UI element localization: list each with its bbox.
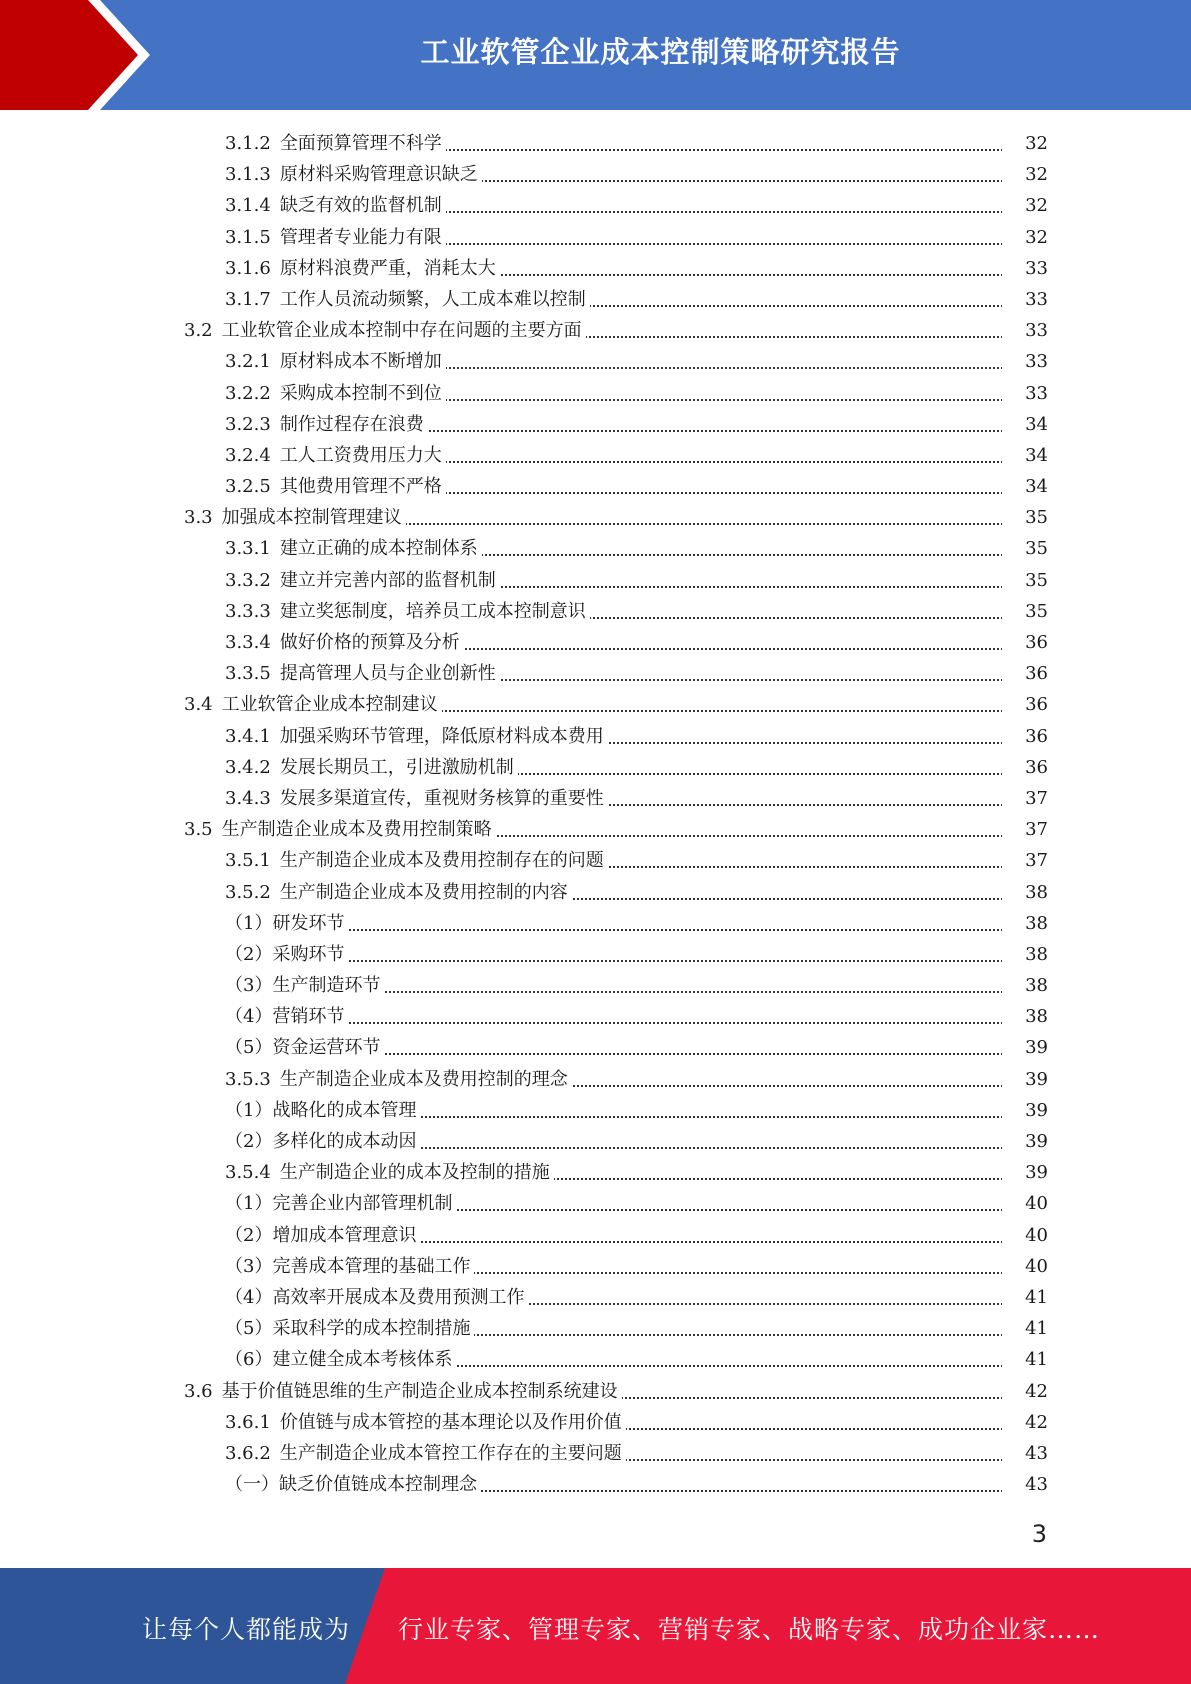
toc-entry-label xyxy=(184,689,442,720)
toc-entry[interactable] xyxy=(0,1376,1191,1407)
toc-entry[interactable] xyxy=(0,845,1191,876)
toc-entry[interactable] xyxy=(0,253,1191,284)
toc-entry-number: 3.2.1 xyxy=(225,351,271,373)
toc-entry-text: 工作人员流动频繁，人工成本难以控制 xyxy=(279,288,586,310)
toc-entry-number: 3.3.4 xyxy=(225,632,271,653)
toc-entry-label xyxy=(225,222,446,253)
toc-entry-label xyxy=(225,1157,554,1188)
toc-entry-number: 3.5.1 xyxy=(225,850,271,872)
toc-entry[interactable] xyxy=(0,1188,1191,1219)
toc-entry[interactable] xyxy=(0,284,1191,315)
toc-entry[interactable] xyxy=(0,471,1191,502)
toc-entry[interactable] xyxy=(0,315,1191,346)
toc-entry-label xyxy=(225,908,348,939)
toc-entry-page: 36 xyxy=(1002,721,1048,752)
toc-entry-text: 缺乏有效的监督机制 xyxy=(279,195,442,217)
toc-entry-text: 生产制造企业成本及费用控制的理念 xyxy=(279,1068,568,1090)
toc-entry-number: 3.4.2 xyxy=(225,756,271,778)
toc-entry-text: 原材料采购管理意识缺乏 xyxy=(279,164,478,186)
toc-entry-page: 33 xyxy=(1002,346,1048,377)
toc-entry[interactable] xyxy=(0,378,1191,409)
toc-entry[interactable] xyxy=(0,190,1191,221)
toc-entry[interactable] xyxy=(0,783,1191,814)
toc-entry-text: （2）采购环节 xyxy=(225,943,345,965)
toc-entry[interactable] xyxy=(0,222,1191,253)
toc-entry-text: （5）采取科学的成本控制措施 xyxy=(225,1318,471,1340)
toc-entry[interactable] xyxy=(0,1251,1191,1282)
toc-entry-label xyxy=(225,596,590,627)
toc-entry-page: 36 xyxy=(1002,627,1048,658)
toc-entry-page: 32 xyxy=(1002,222,1048,253)
toc-entry-page: 41 xyxy=(1002,1313,1048,1344)
toc-entry-text: （6）建立健全成本考核体系 xyxy=(225,1349,453,1371)
toc-entry-page: 36 xyxy=(1002,658,1048,689)
toc-entry-label xyxy=(225,1220,420,1251)
toc-entry-text: （2）增加成本管理意识 xyxy=(225,1224,417,1246)
toc-entry-page: 36 xyxy=(1002,689,1048,720)
toc-entry-page: 43 xyxy=(1002,1438,1048,1469)
toc-entry-label xyxy=(225,409,428,440)
toc-entry-page: 38 xyxy=(1002,908,1048,939)
toc-entry-label xyxy=(225,1469,481,1500)
footer-slogan-right: 行业专家、管理专家、营销专家、战略专家、成功企业家…… xyxy=(398,1615,1101,1644)
toc-entry-number: 3.5.3 xyxy=(225,1068,271,1090)
toc-entry-text: 生产制造企业成本及费用控制存在的问题 xyxy=(279,850,604,872)
toc-entry-text: （1）研发环节 xyxy=(225,912,345,934)
toc-entry[interactable] xyxy=(0,1126,1191,1157)
toc-entry-label xyxy=(225,565,500,596)
toc-entry-number: 3.2.3 xyxy=(225,413,271,435)
toc-entry-number: 3.2.5 xyxy=(225,476,271,498)
toc-entry-text: 生产制造企业成本管控工作存在的主要问题 xyxy=(279,1442,622,1464)
toc-entry[interactable] xyxy=(0,970,1191,1001)
toc-entry-label xyxy=(225,752,518,783)
toc-entry-number: 3.2.2 xyxy=(225,382,271,404)
toc-entry-page: 38 xyxy=(1002,939,1048,970)
toc-entry-page: 34 xyxy=(1002,409,1048,440)
toc-entry-label xyxy=(225,721,608,752)
toc-entry[interactable] xyxy=(0,1344,1191,1375)
toc-entry-text: 提高管理人员与企业创新性 xyxy=(279,663,496,685)
toc-entry-text: （3）完善成本管理的基础工作 xyxy=(225,1255,471,1277)
toc-entry-text: 加强成本控制管理建议 xyxy=(221,507,402,529)
toc-entry-label xyxy=(225,1188,456,1219)
toc-entry[interactable] xyxy=(0,565,1191,596)
page-header xyxy=(0,0,1191,110)
toc-entry-text: （1）战略化的成本管理 xyxy=(225,1099,417,1121)
toc-entry-label xyxy=(225,190,446,221)
toc-entry-text: 制作过程存在浪费 xyxy=(279,413,424,435)
toc-entry-page: 37 xyxy=(1002,845,1048,876)
toc-entry-page: 38 xyxy=(1002,970,1048,1001)
toc-entry-text: 建立并完善内部的监督机制 xyxy=(279,569,496,591)
toc-entry-label xyxy=(184,502,406,533)
toc-entry[interactable] xyxy=(0,128,1191,159)
toc-entry-page: 41 xyxy=(1002,1282,1048,1313)
toc-entry[interactable] xyxy=(0,1469,1191,1500)
toc-entry-number: 3.5.2 xyxy=(225,881,271,903)
document-title: 工业软管企业成本控制策略研究报告 xyxy=(420,35,901,69)
toc-entry-text: 基于价值链思维的生产制造企业成本控制系统建设 xyxy=(221,1380,618,1402)
toc-entry-number: 3.3.5 xyxy=(225,663,271,685)
toc-entry[interactable] xyxy=(0,814,1191,845)
toc-entry[interactable] xyxy=(0,908,1191,939)
toc-entry-number: 3.5.4 xyxy=(225,1162,271,1184)
toc-entry[interactable] xyxy=(0,752,1191,783)
toc-entry-label xyxy=(225,1064,572,1095)
toc-entry-label xyxy=(225,1032,384,1063)
toc-entry-text: （3）生产制造环节 xyxy=(225,975,381,997)
toc-entry[interactable] xyxy=(0,627,1191,658)
toc-entry-label xyxy=(225,1001,348,1032)
toc-entry-number: 3.4.1 xyxy=(225,725,271,747)
toc-entry[interactable] xyxy=(0,409,1191,440)
toc-entry-text: 发展多渠道宣传，重视财务核算的重要性 xyxy=(279,787,604,809)
toc-entry-label xyxy=(225,1126,420,1157)
toc-entry-text: 管理者专业能力有限 xyxy=(279,226,442,248)
toc-entry-number: 3.1.3 xyxy=(225,164,271,186)
toc-entry-label xyxy=(225,1251,474,1282)
toc-entry-text: 价值链与成本管控的基本理论以及作用价值 xyxy=(279,1411,622,1433)
toc-entry-text: 原材料成本不断增加 xyxy=(279,351,442,373)
toc-entry-label xyxy=(225,970,384,1001)
toc-entry-label xyxy=(225,1438,626,1469)
toc-entry[interactable] xyxy=(0,939,1191,970)
toc-entry-label xyxy=(184,814,496,845)
toc-entry[interactable] xyxy=(0,440,1191,471)
toc-entry-text: 其他费用管理不严格 xyxy=(279,476,442,498)
toc-entry-number: 3.2.4 xyxy=(225,444,271,466)
toc-entry-text: （2）多样化的成本动因 xyxy=(225,1131,417,1152)
toc-entry-text: （4）营销环节 xyxy=(225,1006,345,1028)
toc-entry-label xyxy=(184,1376,622,1407)
toc-entry-page: 37 xyxy=(1002,814,1048,845)
toc-entry-number: 3.1.7 xyxy=(225,288,271,310)
toc-entry-number: 3.3 xyxy=(184,507,213,529)
toc-entry[interactable] xyxy=(0,658,1191,689)
toc-entry-number: 3.3.1 xyxy=(225,538,271,560)
toc-entry[interactable] xyxy=(0,346,1191,377)
toc-entry-label xyxy=(225,877,572,908)
footer-slogan-left: 让每个人都能成为 xyxy=(142,1615,351,1644)
toc-entry[interactable] xyxy=(0,1032,1191,1063)
toc-entry-page: 41 xyxy=(1002,1344,1048,1375)
toc-entry-number: 3.1.6 xyxy=(225,257,271,279)
toc-entry-number: 3.3.2 xyxy=(225,569,271,591)
toc-entry-page: 39 xyxy=(1002,1095,1048,1126)
toc-entry-label xyxy=(225,627,464,658)
toc-entry-page: 34 xyxy=(1002,471,1048,502)
toc-entry-label xyxy=(225,845,608,876)
toc-entry-label xyxy=(225,159,482,190)
toc-entry-number: 3.6.2 xyxy=(225,1442,271,1464)
toc-entry-page: 34 xyxy=(1002,440,1048,471)
toc-entry-label xyxy=(225,1407,626,1438)
toc-entry-label xyxy=(225,440,446,471)
toc-entry[interactable] xyxy=(0,877,1191,908)
toc-entry-page: 33 xyxy=(1002,253,1048,284)
toc-entry[interactable] xyxy=(0,1095,1191,1126)
toc-entry[interactable] xyxy=(0,1438,1191,1469)
toc-entry-label xyxy=(225,346,446,377)
toc-entry-text: 工业软管企业成本控制建议 xyxy=(221,694,438,716)
toc-entry-page: 40 xyxy=(1002,1220,1048,1251)
toc-entry-text: 做好价格的预算及分析 xyxy=(279,632,460,653)
toc-entry-page: 37 xyxy=(1002,783,1048,814)
toc-entry-text: （一）缺乏价值链成本控制理念 xyxy=(225,1474,477,1496)
toc-entry[interactable] xyxy=(0,1220,1191,1251)
toc-entry-text: 加强采购环节管理，降低原材料成本费用 xyxy=(279,725,604,747)
toc-entry[interactable] xyxy=(0,1157,1191,1188)
toc-entry-text: 建立正确的成本控制体系 xyxy=(279,538,478,560)
toc-entry-label xyxy=(225,533,482,564)
toc-entry[interactable] xyxy=(0,1064,1191,1095)
toc-entry[interactable] xyxy=(0,1282,1191,1313)
toc-entry-number: 3.5 xyxy=(184,819,213,841)
toc-entry-page: 32 xyxy=(1002,159,1048,190)
toc-entry-page: 43 xyxy=(1002,1469,1048,1500)
toc-entry-number: 3.1.4 xyxy=(225,195,271,217)
toc-entry-label xyxy=(225,284,590,315)
toc-entry-number: 3.4.3 xyxy=(225,787,271,809)
toc-entry-label xyxy=(225,378,446,409)
toc-entry-label xyxy=(225,1282,528,1313)
toc-entry[interactable] xyxy=(0,721,1191,752)
toc-entry-page: 38 xyxy=(1002,877,1048,908)
toc-entry-number: 3.6 xyxy=(184,1380,213,1402)
toc-entry-text: 建立奖惩制度，培养员工成本控制意识 xyxy=(279,600,586,622)
page-number: 3 xyxy=(1031,1520,1047,1548)
toc-entry-label xyxy=(225,128,446,159)
toc-entry-page: 42 xyxy=(1002,1376,1048,1407)
toc-entry-label xyxy=(184,315,586,346)
toc-entry-label xyxy=(225,253,500,284)
toc-entry-label xyxy=(225,471,446,502)
toc-entry-page: 39 xyxy=(1002,1126,1048,1157)
toc-entry-page: 35 xyxy=(1002,565,1048,596)
toc-entry-number: 3.3.3 xyxy=(225,600,271,622)
toc-entry-page: 38 xyxy=(1002,1001,1048,1032)
toc-entry-text: （1）完善企业内部管理机制 xyxy=(225,1193,453,1215)
toc-entry-page: 39 xyxy=(1002,1032,1048,1063)
toc-entry-page: 35 xyxy=(1002,533,1048,564)
toc-entry-text: 采购成本控制不到位 xyxy=(279,382,442,404)
toc-entry-text: 生产制造企业成本及费用控制的内容 xyxy=(279,881,568,903)
toc-entry-page: 40 xyxy=(1002,1188,1048,1219)
table-of-contents xyxy=(0,128,1191,1500)
toc-entry-text: （4）高效率开展成本及费用预测工作 xyxy=(225,1286,525,1308)
toc-entry-number: 3.1.2 xyxy=(225,133,271,154)
toc-entry-text: 生产制造企业的成本及控制的措施 xyxy=(279,1162,550,1184)
toc-entry[interactable] xyxy=(0,1313,1191,1344)
toc-entry-page: 42 xyxy=(1002,1407,1048,1438)
toc-entry-page: 33 xyxy=(1002,284,1048,315)
toc-entry[interactable] xyxy=(0,1407,1191,1438)
toc-entry-page: 35 xyxy=(1002,502,1048,533)
toc-entry-label xyxy=(225,658,500,689)
toc-entry-label xyxy=(225,939,348,970)
toc-entry-number: 3.1.5 xyxy=(225,226,271,248)
toc-entry-text: 全面预算管理不科学 xyxy=(279,133,442,154)
toc-entry[interactable] xyxy=(0,502,1191,533)
page-footer xyxy=(0,1568,1191,1684)
toc-entry-page: 39 xyxy=(1002,1064,1048,1095)
toc-entry-label xyxy=(225,1344,456,1375)
toc-entry-page: 32 xyxy=(1002,128,1048,159)
toc-entry-page: 39 xyxy=(1002,1157,1048,1188)
toc-entry-text: （5）资金运营环节 xyxy=(225,1037,381,1059)
toc-entry-page: 35 xyxy=(1002,596,1048,627)
toc-entry-number: 3.4 xyxy=(184,694,213,716)
toc-entry-text: 发展长期员工，引进激励机制 xyxy=(279,756,514,778)
toc-entry[interactable] xyxy=(0,1001,1191,1032)
toc-entry-page: 40 xyxy=(1002,1251,1048,1282)
toc-entry-text: 生产制造企业成本及费用控制策略 xyxy=(221,819,492,841)
toc-entry-number: 3.6.1 xyxy=(225,1411,271,1433)
toc-entry[interactable] xyxy=(0,159,1191,190)
toc-entry-label xyxy=(225,783,608,814)
toc-entry-number: 3.2 xyxy=(184,320,213,342)
toc-entry-page: 32 xyxy=(1002,190,1048,221)
toc-entry-text: 工人工资费用压力大 xyxy=(279,444,442,466)
toc-entry-text: 原材料浪费严重，消耗太大 xyxy=(279,257,496,279)
toc-entry-text: 工业软管企业成本控制中存在问题的主要方面 xyxy=(221,320,582,342)
toc-entry-page: 36 xyxy=(1002,752,1048,783)
toc-entry[interactable] xyxy=(0,533,1191,564)
toc-entry-label xyxy=(225,1313,474,1344)
toc-entry-page: 33 xyxy=(1002,378,1048,409)
toc-entry[interactable] xyxy=(0,689,1191,720)
toc-entry[interactable] xyxy=(0,596,1191,627)
toc-entry-page: 33 xyxy=(1002,315,1048,346)
toc-entry-label xyxy=(225,1095,420,1126)
